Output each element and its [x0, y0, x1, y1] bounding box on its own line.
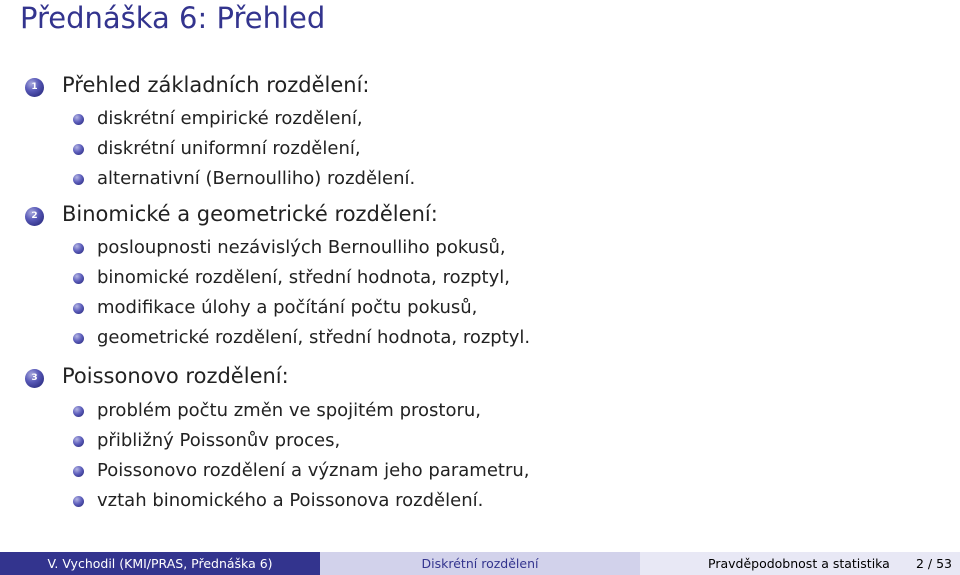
bullet-text: Poissonovo rozdělení a význam jeho parametru,	[97, 460, 530, 481]
enumeration-ball-icon: 3	[25, 369, 44, 388]
bullet-ball-icon	[73, 243, 84, 254]
bullet-ball-icon	[73, 406, 84, 417]
bullet-item	[73, 486, 943, 516]
bullet-text: přibližný Poissonův proces,	[97, 430, 341, 451]
enumeration-ball-icon: 2	[25, 207, 44, 226]
bullet-text: problém počtu změn ve spojitém prostoru,	[97, 400, 481, 421]
bullet-text: alternativní (Bernoulliho) rozdělení.	[97, 168, 416, 189]
bullet-text: posloupnosti nezávislých Bernoulliho pokusů,	[97, 237, 506, 258]
bullet-ball-icon	[73, 466, 84, 477]
bullet-item	[73, 293, 943, 323]
bullet-item	[73, 104, 943, 134]
bullet-text: diskrétní uniformní rozdělení,	[97, 138, 361, 159]
bullet-item	[73, 263, 943, 293]
bullet-ball-icon	[73, 174, 84, 185]
slide-title: Přednáška 6: Přehled	[20, 1, 326, 35]
bullet-ball-icon	[73, 333, 84, 344]
footer-right-panel	[640, 552, 960, 575]
bullet-item	[73, 164, 943, 194]
bullet-ball-icon	[73, 496, 84, 507]
bullet-ball-icon	[73, 144, 84, 155]
section-3	[25, 361, 945, 391]
enumeration-ball-icon: 1	[25, 78, 44, 97]
bullet-item	[73, 396, 943, 426]
footer-author: V. Vychodil (KMI/PRAS, Přednáška 6)	[0, 552, 320, 575]
bullet-text: geometrické rozdělení, střední hodnota, rozptyl.	[97, 327, 531, 348]
bullet-item	[73, 426, 943, 456]
section-heading: Přehled základních rozdělení:	[62, 73, 370, 97]
footer-bar	[0, 552, 960, 575]
footer-course: Pravděpodobnost a statistika	[708, 556, 890, 571]
bullet-text: diskrétní empirické rozdělení,	[97, 108, 363, 129]
bullet-text: binomické rozdělení, střední hodnota, rozptyl,	[97, 267, 510, 288]
bullet-ball-icon	[73, 303, 84, 314]
footer-topic: Diskrétní rozdělení	[320, 552, 640, 575]
section-2	[25, 199, 945, 229]
bullet-text: vztah binomického a Poissonova rozdělení.	[97, 490, 484, 511]
section-heading: Poissonovo rozdělení:	[62, 364, 289, 388]
section-heading: Binomické a geometrické rozdělení:	[62, 202, 438, 226]
page-number: 2 / 53	[915, 556, 952, 571]
bullet-text: modifikace úlohy a počítání počtu pokusů,	[97, 297, 478, 318]
bullet-item	[73, 233, 943, 263]
section-1	[25, 70, 945, 100]
bullet-ball-icon	[73, 436, 84, 447]
bullet-item	[73, 134, 943, 164]
bullet-item	[73, 456, 943, 486]
bullet-ball-icon	[73, 273, 84, 284]
bullet-item	[73, 323, 943, 353]
bullet-ball-icon	[73, 114, 84, 125]
